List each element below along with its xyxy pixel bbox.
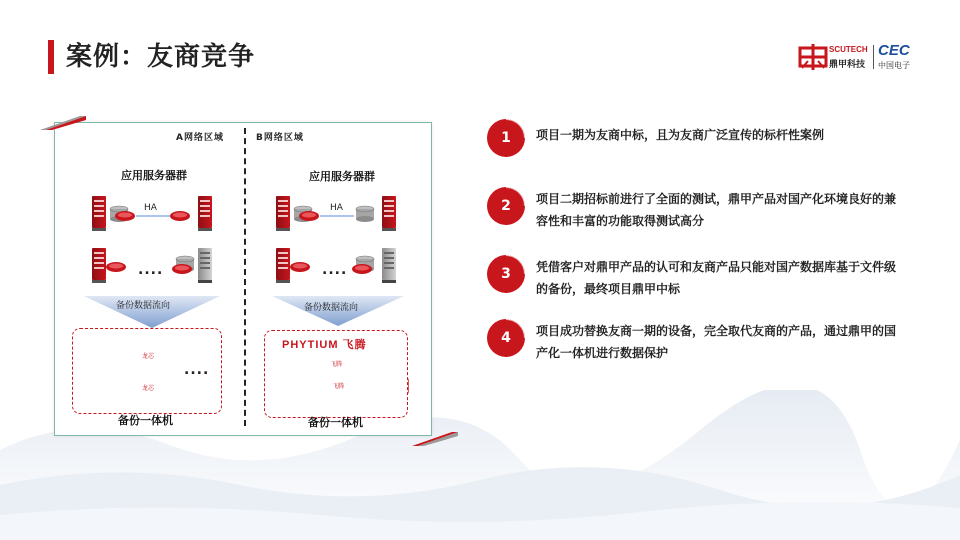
chip-label: 龙芯	[142, 385, 155, 392]
point-number: 2	[501, 198, 511, 214]
database-icon	[356, 206, 374, 222]
flow-label-b: 备份数据流向	[304, 303, 359, 313]
group-b-label: 应用服务器群	[309, 170, 375, 183]
point-text: 项目一期为友商中标，且为友商广泛宣传的标杆性案例	[536, 128, 825, 142]
point-item-4	[486, 318, 906, 362]
server-icon	[92, 196, 106, 231]
server-icon	[92, 248, 106, 283]
scutech-logo-text: SCUTECH	[829, 45, 868, 54]
point-text: 凭借客户对鼎甲产品的认可和友商产品只能对国产数据库基于文件级的备份，最终项目鼎甲中标	[536, 260, 897, 296]
point-item-1	[486, 118, 906, 162]
server-icon	[382, 196, 396, 231]
server-icon	[198, 248, 212, 283]
more-servers-dots-a: ....	[138, 262, 164, 278]
point-text: 项目二期招标前进行了全面的测试，鼎甲产品对国产化环境良好的兼容性和丰富的功能取得测试高分	[536, 192, 897, 228]
point-number: 4	[501, 330, 511, 346]
oracle-badge-icon	[115, 211, 135, 221]
flow-label-a: 备份数据流向	[116, 301, 171, 311]
server-icon	[276, 196, 290, 231]
cec-logo-cn: 中国电子	[878, 61, 910, 70]
more-appliances-dots: ....	[184, 362, 210, 378]
group-a-label: 应用服务器群	[121, 169, 187, 182]
page-title: 案例：友商竞争	[66, 42, 256, 72]
app-badge-icon	[172, 264, 192, 274]
chip-label: 飞腾	[332, 383, 345, 390]
point-text: 项目成功替换友商一期的设备，完全取代友商的产品，通过鼎甲的国产化一体机进行数据保护	[536, 324, 897, 360]
phytium-logo: PHYTIUM 飞腾	[282, 339, 367, 351]
point-number: 1	[501, 130, 511, 146]
ha-label-b: HA	[330, 203, 343, 213]
point-number: 3	[501, 266, 511, 282]
appliance-caption-b: 备份一体机	[308, 416, 363, 429]
zone-a-label: A网络区域	[176, 133, 224, 143]
app-badge-icon	[290, 262, 310, 272]
scutech-logo-cn: 鼎甲科技	[829, 60, 866, 70]
app-badge-icon	[352, 264, 372, 274]
server-icon	[198, 196, 212, 231]
point-item-3	[486, 254, 906, 298]
point-item-2	[486, 186, 906, 230]
cec-logo-text: CEC	[878, 42, 910, 59]
ha-label-a: HA	[144, 203, 157, 213]
server-icon	[382, 248, 396, 283]
server-icon	[276, 248, 290, 283]
chip-label: 飞腾	[330, 361, 343, 368]
more-servers-dots-b: ....	[322, 262, 348, 278]
zone-b-label: B网络区域	[256, 133, 304, 143]
oracle-badge-icon	[170, 211, 190, 221]
appliance-caption-a: 备份一体机	[118, 414, 173, 427]
app-badge-icon	[106, 262, 126, 272]
chip-label: 龙芯	[142, 353, 155, 360]
oracle-badge-icon	[299, 211, 319, 221]
